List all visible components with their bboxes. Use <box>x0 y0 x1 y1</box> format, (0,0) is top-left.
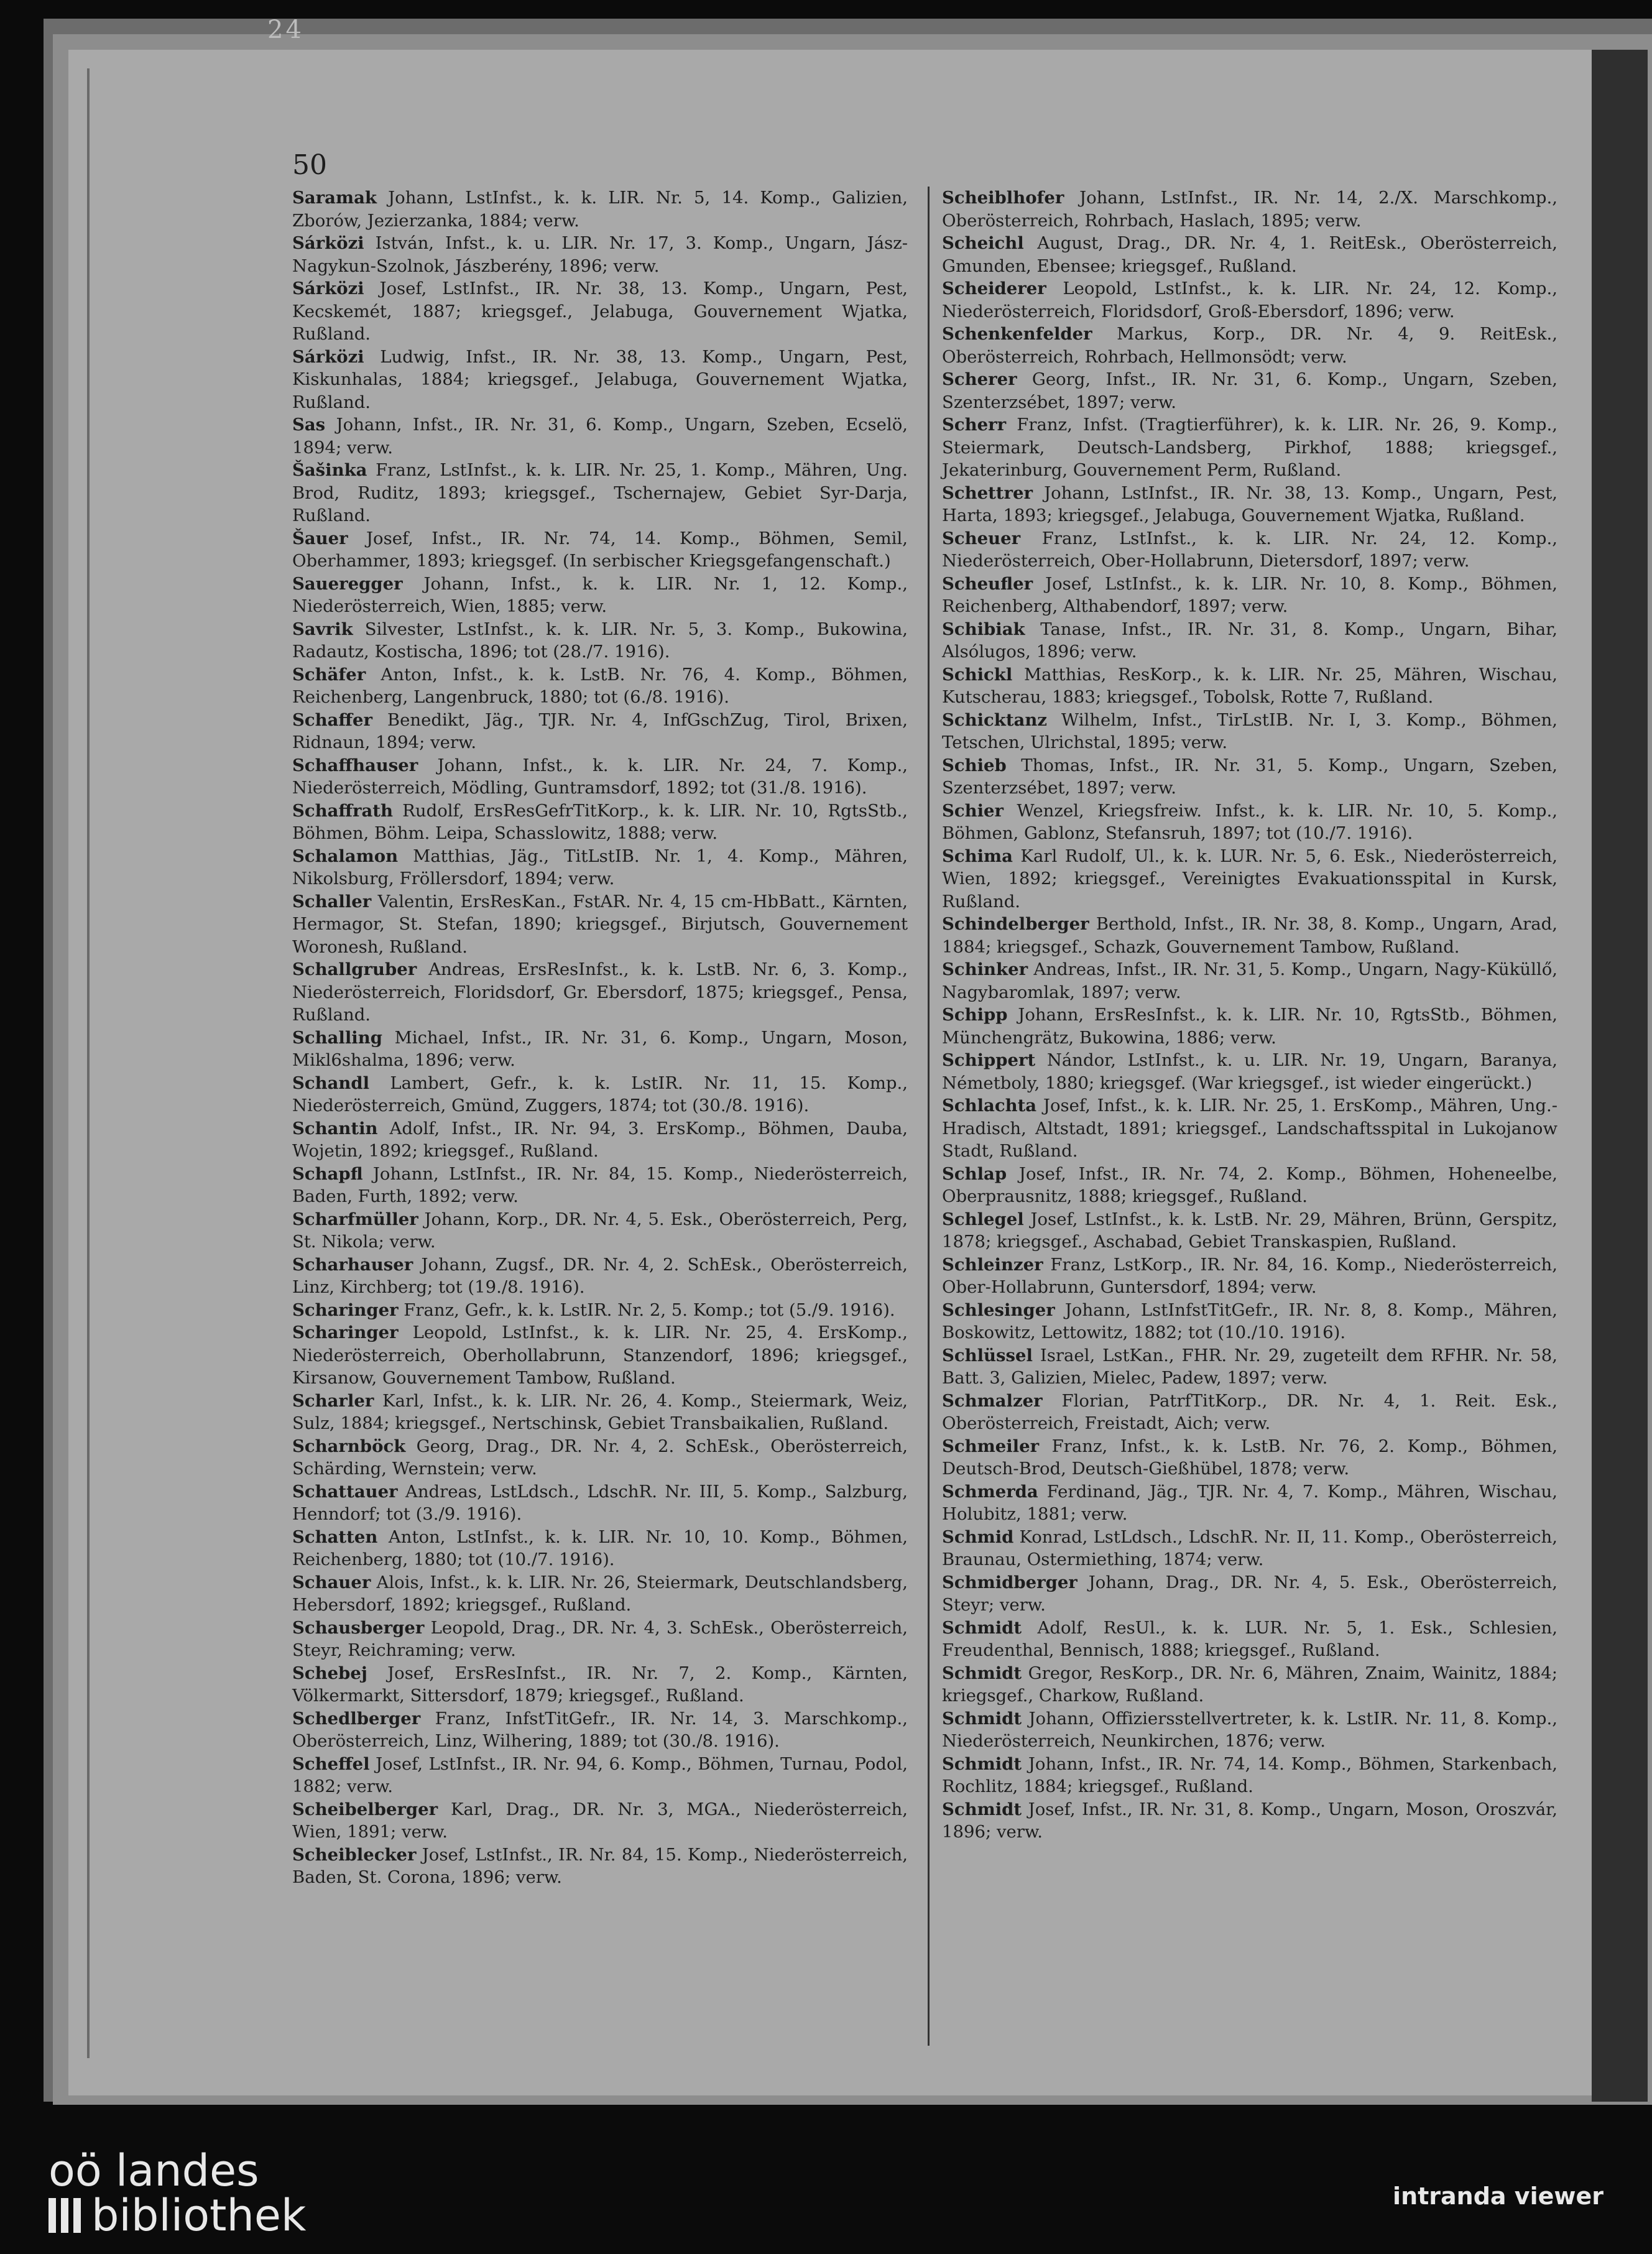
register-entry <box>942 709 1557 754</box>
entry-details: Johann, LstInfstTitGefr., IR. Nr. 8, 8. Komp., Mähren, Boskowitz, Lettowitz, 1882; tot (10./10. 1916). <box>942 1300 1557 1342</box>
entry-surname: Schmidt <box>942 1799 1022 1819</box>
entry-details: Adolf, Infst., IR. Nr. 94, 3. ErsKomp., Böhmen, Dauba, Wojetin, 1892; kriegsgef., Rußland. <box>292 1118 908 1161</box>
entry-details: Josef, ErsResInfst., IR. Nr. 7, 2. Komp., Kärnten, Völkermarkt, Sittersdorf, 1879; kriegsgef., Rußland. <box>292 1663 908 1706</box>
entry-details: Benedikt, Jäg., TJR. Nr. 4, InfGschZug, Tirol, Brixen, Ridnaun, 1894; verw. <box>292 709 908 752</box>
entry-surname: Schandl <box>292 1073 370 1093</box>
entry-surname: Schantin <box>292 1118 378 1139</box>
register-entry <box>292 1662 908 1707</box>
entry-details: Israel, LstKan., FHR. Nr. 29, zugeteilt dem RFHR. Nr. 58, Batt. 3, Galizien, Mielec, Padew, 1897; verw. <box>942 1345 1557 1388</box>
entry-details: Johann, LstInfst., IR. Nr. 84, 15. Komp., Niederösterreich, Baden, Furth, 1892; verw. <box>292 1163 908 1206</box>
entry-details: Josef, Infst., IR. Nr. 74, 2. Komp., Böhmen, Hoheneelbe, Oberprausnitz, 1888; kriegsgef., Rußland. <box>942 1163 1557 1206</box>
register-entry <box>942 323 1557 368</box>
entry-surname: Schickl <box>942 664 1013 685</box>
entry-surname: Schebej <box>292 1663 367 1683</box>
register-entry <box>292 618 908 663</box>
register-entry <box>292 232 908 277</box>
register-entry <box>942 1004 1557 1049</box>
register-entry <box>292 845 908 890</box>
entry-surname: Savrik <box>292 619 353 639</box>
entry-details: Wenzel, Kriegsfreiw. Infst., k. k. LIR. Nr. 10, 5. Komp., Böhmen, Gablonz, Stefansruh, 1897; tot (10./7. 1916). <box>942 800 1557 843</box>
register-entry <box>292 709 908 754</box>
entry-details: Johann, LstInfst., k. k. LIR. Nr. 5, 14. Komp., Galizien, Zborów, Jezierzanka, 1884; verw. <box>292 188 908 231</box>
entry-surname: Schibiak <box>942 619 1025 639</box>
register-entry <box>942 1480 1557 1526</box>
register-entry <box>292 800 908 845</box>
register-entry <box>942 1163 1557 1208</box>
register-entry <box>292 1163 908 1208</box>
entry-surname: Schalamon <box>292 846 399 866</box>
entry-details: Andreas, LstLdsch., LdschR. Nr. III, 5. Komp., Salzburg, Henndorf; tot (3./9. 1916). <box>292 1481 908 1524</box>
register-entry <box>292 277 908 346</box>
entry-details: Gregor, ResKorp., DR. Nr. 6, Mähren, Znaim, Wainitz, 1884; kriegsgef., Charkow, Rußland. <box>942 1663 1557 1706</box>
entry-details: Ludwig, Infst., IR. Nr. 38, 13. Komp., Ungarn, Pest, Kiskunhalas, 1884; kriegsgef., Jelabuga, Gouvernement Wjatka, Rußland. <box>292 346 908 412</box>
entry-details: Johann, Infst., IR. Nr. 74, 14. Komp., Böhmen, Starkenbach, Rochlitz, 1884; kriegsgef., Rußland. <box>942 1753 1557 1796</box>
register-entry <box>942 368 1557 413</box>
register-entry <box>942 1707 1557 1753</box>
entry-details: Johann, Korp., DR. Nr. 4, 5. Esk., Oberösterreich, Perg, St. Nikola; verw. <box>292 1209 908 1252</box>
entry-surname: Schinker <box>942 959 1028 979</box>
entry-details: Leopold, LstInfst., k. k. LIR. Nr. 25, 4. ErsKomp., Niederösterreich, Oberhollabrunn, Stanzendorf, 1896; kriegsgef., Kirsanow, Gouvernement Tambow, Rußland. <box>292 1323 908 1388</box>
entry-details: Franz, Infst. (Tragtierführer), k. k. LIR. Nr. 26, 9. Komp., Steiermark, Deutsch-Landsberg, Pirkhof, 1888; kriegsgef., Jekaterinburg, Gouvernement Perm, Rußland. <box>942 415 1557 480</box>
register-entry <box>292 459 908 527</box>
entry-surname: Scheichl <box>942 233 1024 253</box>
register-entry <box>942 663 1557 709</box>
entry-details: Josef, Infst., IR. Nr. 31, 8. Komp., Ungarn, Moson, Oroszvár, 1896; verw. <box>942 1799 1557 1842</box>
entry-details: Johann, Infst., k. k. LIR. Nr. 1, 12. Komp., Niederösterreich, Wien, 1885; verw. <box>292 573 908 616</box>
entry-surname: Schmidt <box>942 1708 1022 1729</box>
entry-surname: Saramak <box>292 188 377 208</box>
entry-surname: Schmalzer <box>942 1390 1043 1411</box>
register-entry <box>292 1390 908 1435</box>
entry-details: Ferdinand, Jäg., TJR. Nr. 4, 7. Komp., Mähren, Wischau, Holubitz, 1881; verw. <box>942 1481 1557 1524</box>
entry-surname: Schapfl <box>292 1163 363 1184</box>
register-entry <box>942 1753 1557 1798</box>
right-column <box>942 187 1557 1844</box>
entry-surname: Saueregger <box>292 573 403 594</box>
register-entry <box>292 1208 908 1254</box>
entry-surname: Schenkenfelder <box>942 324 1092 344</box>
entry-surname: Schauer <box>292 1572 371 1592</box>
entry-details: Josef, LstInfst., k. k. LstB. Nr. 29, Mähren, Brünn, Gerspitz, 1878; kriegsgef., Aschabad, Gebiet Transkaspien, Rußland. <box>942 1209 1557 1252</box>
entry-surname: Schlüssel <box>942 1345 1033 1365</box>
entry-details: Karl, Infst., k. k. LIR. Nr. 26, 4. Komp., Steiermark, Weiz, Sulz, 1884; kriegsgef., Nertschinsk, Gebiet Transbaikalien, Rußland. <box>292 1390 908 1433</box>
register-entry <box>292 1707 908 1753</box>
entry-surname: Schicktanz <box>942 709 1047 730</box>
entry-details: Franz, LstInfst., k. k. LIR. Nr. 25, 1. Komp., Mähren, Ung. Brod, Ruditz, 1893; kriegsgef., Tschernajew, Gebiet Syr-Darja, Rußland. <box>292 460 908 525</box>
register-entry <box>942 1435 1557 1480</box>
register-entry <box>942 573 1557 618</box>
register-entry <box>942 1798 1557 1844</box>
column-divider <box>928 187 930 2046</box>
entry-surname: Scheufler <box>942 573 1033 594</box>
register-entry <box>292 187 908 232</box>
register-entry <box>292 1617 908 1662</box>
entry-details: Rudolf, ErsResGefrTitKorp., k. k. LIR. Nr. 10, RgtsStb., Böhmen, Böhm. Leipa, Schasslowitz, 1888; verw. <box>292 800 908 843</box>
entry-details: Thomas, Infst., IR. Nr. 31, 5. Komp., Ungarn, Szeben, Szenterzsébet, 1897; verw. <box>942 755 1557 798</box>
entry-details: Karl, Drag., DR. Nr. 3, MGA., Niederösterreich, Wien, 1891; verw. <box>292 1799 908 1842</box>
entry-surname: Schettrer <box>942 483 1033 503</box>
entry-details: Adolf, ResUl., k. k. LUR. Nr. 5, 1. Esk., Schlesien, Freudenthal, Bennisch, 1888; kriegsgef., Rußland. <box>942 1617 1557 1660</box>
entry-surname: Schier <box>942 800 1004 821</box>
entry-details: Michael, Infst., IR. Nr. 31, 6. Komp., Ungarn, Moson, Mikl6shalma, 1896; verw. <box>292 1027 908 1070</box>
register-entry <box>292 573 908 618</box>
logo-line-1: oö landes <box>48 2145 259 2196</box>
entry-details: Leopold, LstInfst., k. k. LIR. Nr. 24, 12. Komp., Niederösterreich, Floridsdorf, Groß-Ebersdorf, 1896; verw. <box>942 279 1557 321</box>
entry-details: Markus, Korp., DR. Nr. 4, 9. ReitEsk., Oberösterreich, Rohrbach, Hellmonsödt; verw. <box>942 324 1557 367</box>
register-entry <box>942 1390 1557 1435</box>
register-entry <box>942 958 1557 1004</box>
entry-surname: Schleinzer <box>942 1254 1043 1275</box>
entry-surname: Schmidberger <box>942 1572 1077 1592</box>
entry-surname: Scharnböck <box>292 1436 406 1456</box>
entry-details: Johann, Offiziersstellvertreter, k. k. LstIR. Nr. 11, 8. Komp., Niederösterreich, Neunkirchen, 1876; verw. <box>942 1708 1557 1751</box>
register-entry <box>292 346 908 414</box>
entry-surname: Schmerda <box>942 1481 1038 1502</box>
register-entry <box>292 663 908 709</box>
register-entry <box>942 277 1557 323</box>
register-entry <box>942 1049 1557 1094</box>
entry-details: Johann, Drag., DR. Nr. 4, 5. Esk., Oberösterreich, Steyr; verw. <box>942 1572 1557 1615</box>
register-entry <box>942 1526 1557 1571</box>
entry-surname: Scherr <box>942 415 1007 435</box>
entry-details: Franz, LstInfst., k. k. LIR. Nr. 24, 12. Komp., Niederösterreich, Ober-Hollabrunn, Dietersdorf, 1897; verw. <box>942 528 1557 571</box>
register-entry <box>942 527 1557 573</box>
entry-details: Josef, LstInfst., k. k. LIR. Nr. 10, 8. Komp., Böhmen, Reichenberg, Althabendorf, 1897; verw. <box>942 573 1557 616</box>
entry-surname: Schallgruber <box>292 959 417 979</box>
entry-details: Johann, LstInfst., IR. Nr. 38, 13. Komp., Ungarn, Pest, Harta, 1893; kriegsgef., Jelabuga, Gouvernement Wjatka, Rußland. <box>942 483 1557 525</box>
page-edge-shadow <box>1592 50 1648 2102</box>
entry-details: Berthold, Infst., IR. Nr. 38, 8. Komp., Ungarn, Arad, 1884; kriegsgef., Schazk, Gouvernement Tambow, Rußland. <box>942 914 1557 957</box>
entry-details: Wilhelm, Infst., TirLstIB. Nr. I, 3. Komp., Böhmen, Tetschen, Ulrichstal, 1895; verw. <box>942 709 1557 752</box>
register-entry <box>292 1526 908 1571</box>
entry-surname: Sas <box>292 415 326 435</box>
entry-surname: Schmid <box>942 1527 1014 1547</box>
entry-surname: Schäfer <box>292 664 366 685</box>
register-entry <box>942 1254 1557 1299</box>
entry-surname: Schippert <box>942 1050 1036 1070</box>
entry-details: Silvester, LstInfst., k. k. LIR. Nr. 5, 3. Komp., Bukowina, Radautz, Kostischa, 1896; tot (28./7. 1916). <box>292 619 908 662</box>
entry-surname: Schattauer <box>292 1481 398 1502</box>
register-entry <box>292 754 908 800</box>
register-entry <box>942 845 1557 913</box>
entry-surname: Schaffer <box>292 709 372 730</box>
entry-surname: Scheuer <box>942 528 1021 548</box>
register-entry <box>942 913 1557 958</box>
register-entry <box>292 1798 908 1844</box>
entry-details: Franz, InfstTitGefr., IR. Nr. 14, 3. Marschkomp., Oberösterreich, Linz, Wilhering, 1889; tot (30./8. 1916). <box>292 1708 908 1751</box>
entry-details: Matthias, ResKorp., k. k. LIR. Nr. 25, Mähren, Wischau, Kutscherau, 1883; kriegsgef., Tobolsk, Rotte 7, Rußland. <box>942 664 1557 707</box>
left-column <box>292 187 908 1889</box>
entry-surname: Schaffrath <box>292 800 393 821</box>
entry-details: Georg, Drag., DR. Nr. 4, 2. SchEsk., Oberösterreich, Schärding, Wernstein; verw. <box>292 1436 908 1479</box>
register-entry <box>942 1208 1557 1254</box>
entry-details: Andreas, Infst., IR. Nr. 31, 5. Komp., Ungarn, Nagy-Küküllő, Nagybaromlak, 1897; verw. <box>942 959 1557 1002</box>
register-entry <box>292 1072 908 1117</box>
entry-details: Anton, LstInfst., k. k. LIR. Nr. 10, 10. Komp., Böhmen, Reichenberg, 1880; tot (10./7. 1916). <box>292 1527 908 1569</box>
register-entry <box>942 1299 1557 1344</box>
register-entry <box>292 1299 908 1322</box>
entry-details: Josef, LstInfst., IR. Nr. 38, 13. Komp., Ungarn, Pest, Kecskemét, 1887; kriegsgef., Jelabuga, Gouvernement Wjatka, Rußland. <box>292 279 908 344</box>
entry-details: Tanase, Infst., IR. Nr. 31, 8. Komp., Ungarn, Bihar, Alsólugos, 1896; verw. <box>942 619 1557 662</box>
entry-surname: Scharfmüller <box>292 1209 418 1229</box>
viewer-label[interactable]: intranda viewer <box>1393 2182 1604 2210</box>
entry-surname: Schlegel <box>942 1209 1024 1229</box>
register-entry <box>942 187 1557 232</box>
logo-bars-icon <box>48 2198 83 2233</box>
entry-details: István, Infst., k. u. LIR. Nr. 17, 3. Komp., Ungarn, Jász-Nagykun-Szolnok, Jászberény, 1896; verw. <box>292 233 908 276</box>
register-entry <box>942 1662 1557 1707</box>
register-entry <box>942 1344 1557 1390</box>
register-entry <box>942 618 1557 663</box>
entry-details: Josef, Infst., k. k. LIR. Nr. 25, 1. ErsKomp., Mähren, Ung.-Hradisch, Altstadt, 1891; kriegsgef., Landschaftsspital in Lukojanow Stadt, Rußland. <box>942 1096 1557 1161</box>
entry-details: Johann, LstInfst., IR. Nr. 14, 2./X. Marschkomp., Oberösterreich, Rohrbach, Haslach, 1895; verw. <box>942 188 1557 231</box>
entry-details: Josef, LstInfst., IR. Nr. 84, 15. Komp., Niederösterreich, Baden, St. Corona, 1896; verw. <box>292 1844 908 1887</box>
entry-details: Johann, ErsResInfst., k. k. LIR. Nr. 10, RgtsStb., Böhmen, Münchengrätz, Bukowina, 1886; verw. <box>942 1005 1557 1048</box>
register-entry <box>292 1571 908 1617</box>
register-entry <box>292 1027 908 1072</box>
register-entry <box>292 1254 908 1299</box>
entry-surname: Sárközi <box>292 346 364 367</box>
entry-surname: Schalling <box>292 1027 382 1048</box>
entry-surname: Schaller <box>292 891 372 912</box>
page-number: 50 <box>292 149 327 181</box>
entry-surname: Schmidt <box>942 1753 1022 1774</box>
logo-line-2: bibliothek <box>91 2190 307 2241</box>
entry-surname: Schindelberger <box>942 914 1089 934</box>
entry-details: August, Drag., DR. Nr. 4, 1. ReitEsk., Oberösterreich, Gmunden, Ebensee; kriegsgef., Rußland. <box>942 233 1557 276</box>
entry-details: Alois, Infst., k. k. LIR. Nr. 26, Steiermark, Deutschlandsberg, Hebersdorf, 1892; kriegsgef., Rußland. <box>292 1572 908 1615</box>
entry-surname: Sárközi <box>292 233 364 253</box>
entry-surname: Schmidt <box>942 1617 1022 1638</box>
register-entry <box>942 1571 1557 1617</box>
entry-surname: Scherer <box>942 369 1017 389</box>
entry-details: Florian, PatrfTitKorp., DR. Nr. 4, 1. Reit. Esk., Oberösterreich, Freistadt, Aich; verw. <box>942 1390 1557 1433</box>
entry-details: Anton, Infst., k. k. LstB. Nr. 76, 4. Komp., Böhmen, Reichenberg, Langenbruck, 1880; tot (6./8. 1916). <box>292 664 908 707</box>
entry-surname: Scharinger <box>292 1323 399 1342</box>
entry-details: Leopold, Drag., DR. Nr. 4, 3. SchEsk., Oberösterreich, Steyr, Reichraming; verw. <box>292 1617 908 1660</box>
register-entry <box>292 413 908 459</box>
entry-details: Andreas, ErsResInfst., k. k. LstB. Nr. 6, 3. Komp., Niederösterreich, Floridsdorf, Gr. Ebersdorf, 1875; kriegsgef., Pensa, Rußland. <box>292 959 908 1025</box>
entry-surname: Schieb <box>942 755 1007 775</box>
entry-details: Valentin, ErsResKan., FstAR. Nr. 4, 15 cm-HbBatt., Kärnten, Hermagor, St. Stefan, 1890; kriegsgef., Birjutsch, Gouvernement Woronesh, Rußland. <box>292 891 908 957</box>
entry-surname: Scharinger <box>292 1300 399 1320</box>
register-entry <box>942 413 1557 482</box>
entry-surname: Šauer <box>292 528 348 548</box>
register-entry <box>292 958 908 1027</box>
register-entry <box>292 890 908 959</box>
entry-details: Georg, Infst., IR. Nr. 31, 6. Komp., Ungarn, Szeben, Szenterzsébet, 1897; verw. <box>942 369 1557 412</box>
entry-details: Matthias, Jäg., TitLstIB. Nr. 1, 4. Komp., Mähren, Nikolsburg, Fröllersdorf, 1894; verw. <box>292 846 908 889</box>
register-entry <box>942 1094 1557 1163</box>
register-entry <box>292 1480 908 1526</box>
entry-surname: Schlap <box>942 1163 1007 1184</box>
register-entry <box>292 1435 908 1480</box>
library-logo[interactable] <box>48 2145 307 2241</box>
register-entry <box>942 482 1557 527</box>
register-entry <box>942 800 1557 845</box>
entry-surname: Scheffel <box>292 1753 370 1774</box>
register-entry <box>942 754 1557 800</box>
entry-surname: Scheiblecker <box>292 1844 417 1865</box>
register-entry <box>292 1753 908 1798</box>
entry-surname: Scharler <box>292 1390 374 1411</box>
entry-surname: Sárközi <box>292 279 364 298</box>
entry-surname: Schedlberger <box>292 1708 421 1729</box>
entry-details: Franz, Gefr., k. k. LstIR. Nr. 2, 5. Komp.; tot (5./9. 1916). <box>398 1300 895 1320</box>
entry-details: Johann, Infst., IR. Nr. 31, 6. Komp., Ungarn, Szeben, Ecselö, 1894; verw. <box>292 415 908 458</box>
entry-surname: Scharhauser <box>292 1254 413 1275</box>
entry-details: Karl Rudolf, Ul., k. k. LUR. Nr. 5, 6. Esk., Niederösterreich, Wien, 1892; kriegsgef., Vereinigtes Evakuationsspital in Kursk, Rußland. <box>942 846 1557 912</box>
register-entry <box>942 232 1557 277</box>
entry-details: Johann, Infst., k. k. LIR. Nr. 24, 7. Komp., Niederösterreich, Mödling, Guntramsdorf, 1892; tot (31./8. 1916). <box>292 755 908 798</box>
entry-details: Nándor, LstInfst., k. u. LIR. Nr. 19, Ungarn, Baranya, Németboly, 1880; kriegsgef. (War kriegsgef., ist wieder eingerückt.) <box>942 1050 1557 1093</box>
entry-details: Johann, Zugsf., DR. Nr. 4, 2. SchEsk., Oberösterreich, Linz, Kirchberg; tot (19./8. 1916). <box>292 1254 908 1297</box>
top-mark: 24 <box>267 16 304 44</box>
entry-surname: Scheiblhofer <box>942 188 1064 208</box>
entry-surname: Schipp <box>942 1005 1008 1025</box>
entry-surname: Schausberger <box>292 1617 425 1638</box>
entry-surname: Schlesinger <box>942 1300 1055 1320</box>
entry-details: Josef, LstInfst., IR. Nr. 94, 6. Komp., Böhmen, Turnau, Podol, 1882; verw. <box>292 1753 908 1796</box>
register-entry <box>292 1844 908 1889</box>
register-entry <box>942 1617 1557 1662</box>
register-entry <box>292 1117 908 1163</box>
entry-surname: Schaffhauser <box>292 755 418 775</box>
entry-details: Franz, Infst., k. k. LstB. Nr. 76, 2. Komp., Böhmen, Deutsch-Brod, Deutsch-Gießhübel, 1878; verw. <box>942 1436 1557 1479</box>
entry-details: Franz, LstKorp., IR. Nr. 84, 16. Komp., Niederösterreich, Ober-Hollabrunn, Guntersdorf, 1894; verw. <box>942 1254 1557 1297</box>
entry-surname: Schmidt <box>942 1663 1022 1683</box>
entry-details: Lambert, Gefr., k. k. LstIR. Nr. 11, 15. Komp., Niederösterreich, Gmünd, Zuggers, 1874; tot (30./8. 1916). <box>292 1073 908 1115</box>
binding-line <box>87 68 90 2058</box>
entry-details: Josef, Infst., IR. Nr. 74, 14. Komp., Böhmen, Semil, Oberhammer, 1893; kriegsgef. (In serbischer Kriegsgefangenschaft.) <box>292 528 908 571</box>
entry-surname: Scheibelberger <box>292 1799 438 1819</box>
entry-surname: Šašinka <box>292 460 367 480</box>
register-entry <box>292 527 908 573</box>
entry-surname: Schmeiler <box>942 1436 1040 1456</box>
register-entry <box>292 1321 908 1390</box>
entry-surname: Schima <box>942 846 1013 866</box>
entry-details: Konrad, LstLdsch., LdschR. Nr. II, 11. Komp., Oberösterreich, Braunau, Ostermiething, 1874; verw. <box>942 1527 1557 1569</box>
entry-surname: Schlachta <box>942 1096 1037 1115</box>
entry-surname: Scheiderer <box>942 279 1046 298</box>
entry-surname: Schatten <box>292 1527 378 1547</box>
